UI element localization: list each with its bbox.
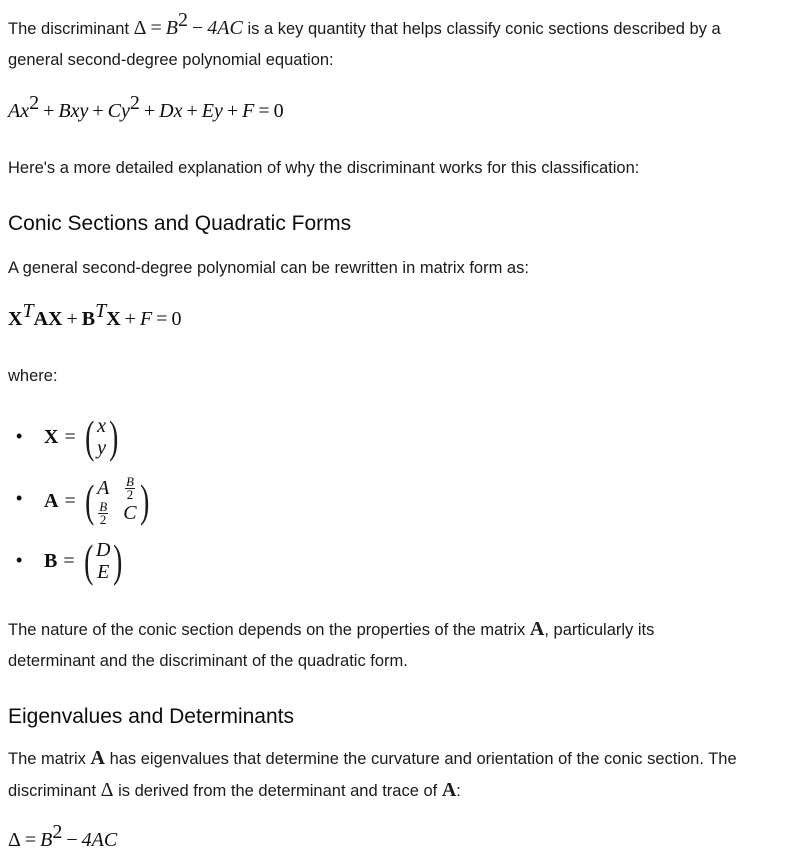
fraction-numerator: B bbox=[125, 474, 134, 489]
math-term: 4AC bbox=[81, 829, 118, 851]
math-plus: + bbox=[124, 308, 136, 330]
math-bold-var: X bbox=[8, 308, 23, 330]
text: discriminant bbox=[8, 782, 101, 800]
matrix-b bbox=[81, 535, 126, 586]
text: , particularly its bbox=[544, 621, 655, 639]
math-bold-var: A bbox=[441, 779, 457, 801]
text: The discriminant bbox=[8, 20, 134, 38]
section2-paragraph-line2 bbox=[8, 774, 461, 807]
text: The nature of the conic section depends on the properties of the matrix bbox=[8, 621, 530, 639]
right-paren: ) bbox=[139, 475, 149, 526]
math-exponent: 2 bbox=[129, 92, 140, 114]
text: The matrix bbox=[8, 750, 91, 768]
left-paren: ( bbox=[84, 411, 94, 462]
text: is derived from the determinant and trace of bbox=[113, 782, 442, 800]
section-heading-eigenvalues: Eigenvalues and Determinants bbox=[8, 705, 295, 728]
math-bold-var: AX bbox=[33, 308, 63, 330]
math-var: B bbox=[40, 829, 53, 851]
math-plus: + bbox=[66, 308, 78, 330]
math-bold-var: A bbox=[529, 618, 545, 640]
math-equals: = bbox=[64, 425, 76, 448]
matrix-form-equation bbox=[8, 300, 182, 331]
math-minus: − bbox=[192, 17, 204, 39]
section1-paragraph-2-line1 bbox=[8, 613, 654, 646]
math-plus: + bbox=[226, 100, 239, 122]
math-equals: = bbox=[64, 489, 76, 512]
math-transpose: T bbox=[95, 300, 107, 322]
math-equals: = bbox=[156, 308, 168, 330]
math-plus: + bbox=[186, 100, 198, 122]
section1-paragraph-2-line2: determinant and the discriminant of the quadratic form. bbox=[8, 652, 408, 670]
math-delta: Δ bbox=[100, 779, 114, 801]
math-bold-var: X bbox=[106, 308, 121, 330]
math-term: F bbox=[242, 100, 255, 122]
math-term: 4AC bbox=[207, 17, 243, 39]
math-plus: + bbox=[143, 100, 156, 122]
math-delta: Δ bbox=[8, 829, 21, 851]
fraction-numerator: B bbox=[99, 499, 108, 514]
matrix-cell: y bbox=[97, 437, 106, 459]
math-bold-var: X bbox=[44, 425, 59, 448]
matrix-cell-fraction bbox=[98, 501, 108, 526]
matrix-cell: A bbox=[97, 477, 110, 499]
math-plus: + bbox=[43, 100, 55, 122]
general-equation bbox=[8, 92, 284, 123]
intro-paragraph-2: Here's a more detailed explanation of why the discriminant works for this classification: bbox=[8, 159, 640, 177]
intro-paragraph-line2: general second-degree polynomial equation: bbox=[8, 51, 334, 69]
math-bold-var: A bbox=[90, 747, 105, 769]
math-exponent: 2 bbox=[29, 92, 40, 114]
section1-paragraph-1: A general second-degree polynomial can be rewritten in matrix form as: bbox=[8, 259, 529, 277]
math-term: F bbox=[139, 308, 153, 330]
section2-paragraph-line1 bbox=[8, 742, 737, 775]
matrix-cell: C bbox=[123, 502, 137, 524]
bullet-icon: • bbox=[16, 488, 23, 508]
math-term: 0 bbox=[273, 100, 284, 122]
math-equals: = bbox=[150, 17, 162, 39]
where-label: where: bbox=[8, 367, 58, 385]
math-var: B bbox=[165, 17, 179, 39]
intro-paragraph-line1 bbox=[8, 9, 721, 45]
left-paren: ( bbox=[83, 535, 93, 586]
math-equals: = bbox=[258, 100, 270, 122]
math-equals: = bbox=[63, 549, 75, 572]
section-heading-conic-sections: Conic Sections and Quadratic Forms bbox=[8, 212, 352, 235]
math-transpose: T bbox=[22, 300, 34, 322]
matrix-cell: D bbox=[95, 539, 111, 561]
math-term: Bxy bbox=[58, 100, 89, 122]
math-term: Ey bbox=[201, 100, 223, 122]
math-delta: Δ bbox=[133, 17, 147, 39]
text: has eigenvalues that determine the curvature and orientation of the conic section. The bbox=[104, 750, 737, 768]
matrix-cell: E bbox=[97, 561, 110, 583]
math-term: Cy bbox=[107, 100, 130, 122]
matrix-cell: x bbox=[97, 415, 106, 437]
matrix-cell-fraction bbox=[125, 476, 135, 501]
math-bold-var: B bbox=[81, 308, 96, 330]
left-paren: ( bbox=[84, 475, 94, 526]
math-term: Ax bbox=[8, 100, 30, 122]
math-exponent: 2 bbox=[52, 821, 63, 843]
math-equals: = bbox=[24, 829, 37, 851]
fraction-denominator: 2 bbox=[126, 487, 134, 502]
math-exponent: 2 bbox=[178, 9, 189, 31]
bullet-icon: • bbox=[16, 426, 23, 446]
matrix-a bbox=[82, 476, 152, 526]
math-bold-var: A bbox=[44, 489, 59, 512]
text: is a key quantity that helps classify conic sections described by a bbox=[242, 20, 721, 38]
text: : bbox=[456, 782, 461, 800]
discriminant-equation bbox=[8, 821, 118, 852]
bullet-icon: • bbox=[16, 550, 23, 570]
right-paren: ) bbox=[109, 411, 119, 462]
fraction-denominator: 2 bbox=[99, 512, 107, 527]
math-plus: + bbox=[92, 100, 104, 122]
right-paren: ) bbox=[113, 535, 123, 586]
math-term: 0 bbox=[171, 308, 182, 330]
math-bold-var: B bbox=[44, 549, 58, 572]
math-term: Dx bbox=[159, 100, 183, 122]
matrix-x bbox=[82, 411, 122, 462]
math-minus: − bbox=[66, 829, 78, 851]
